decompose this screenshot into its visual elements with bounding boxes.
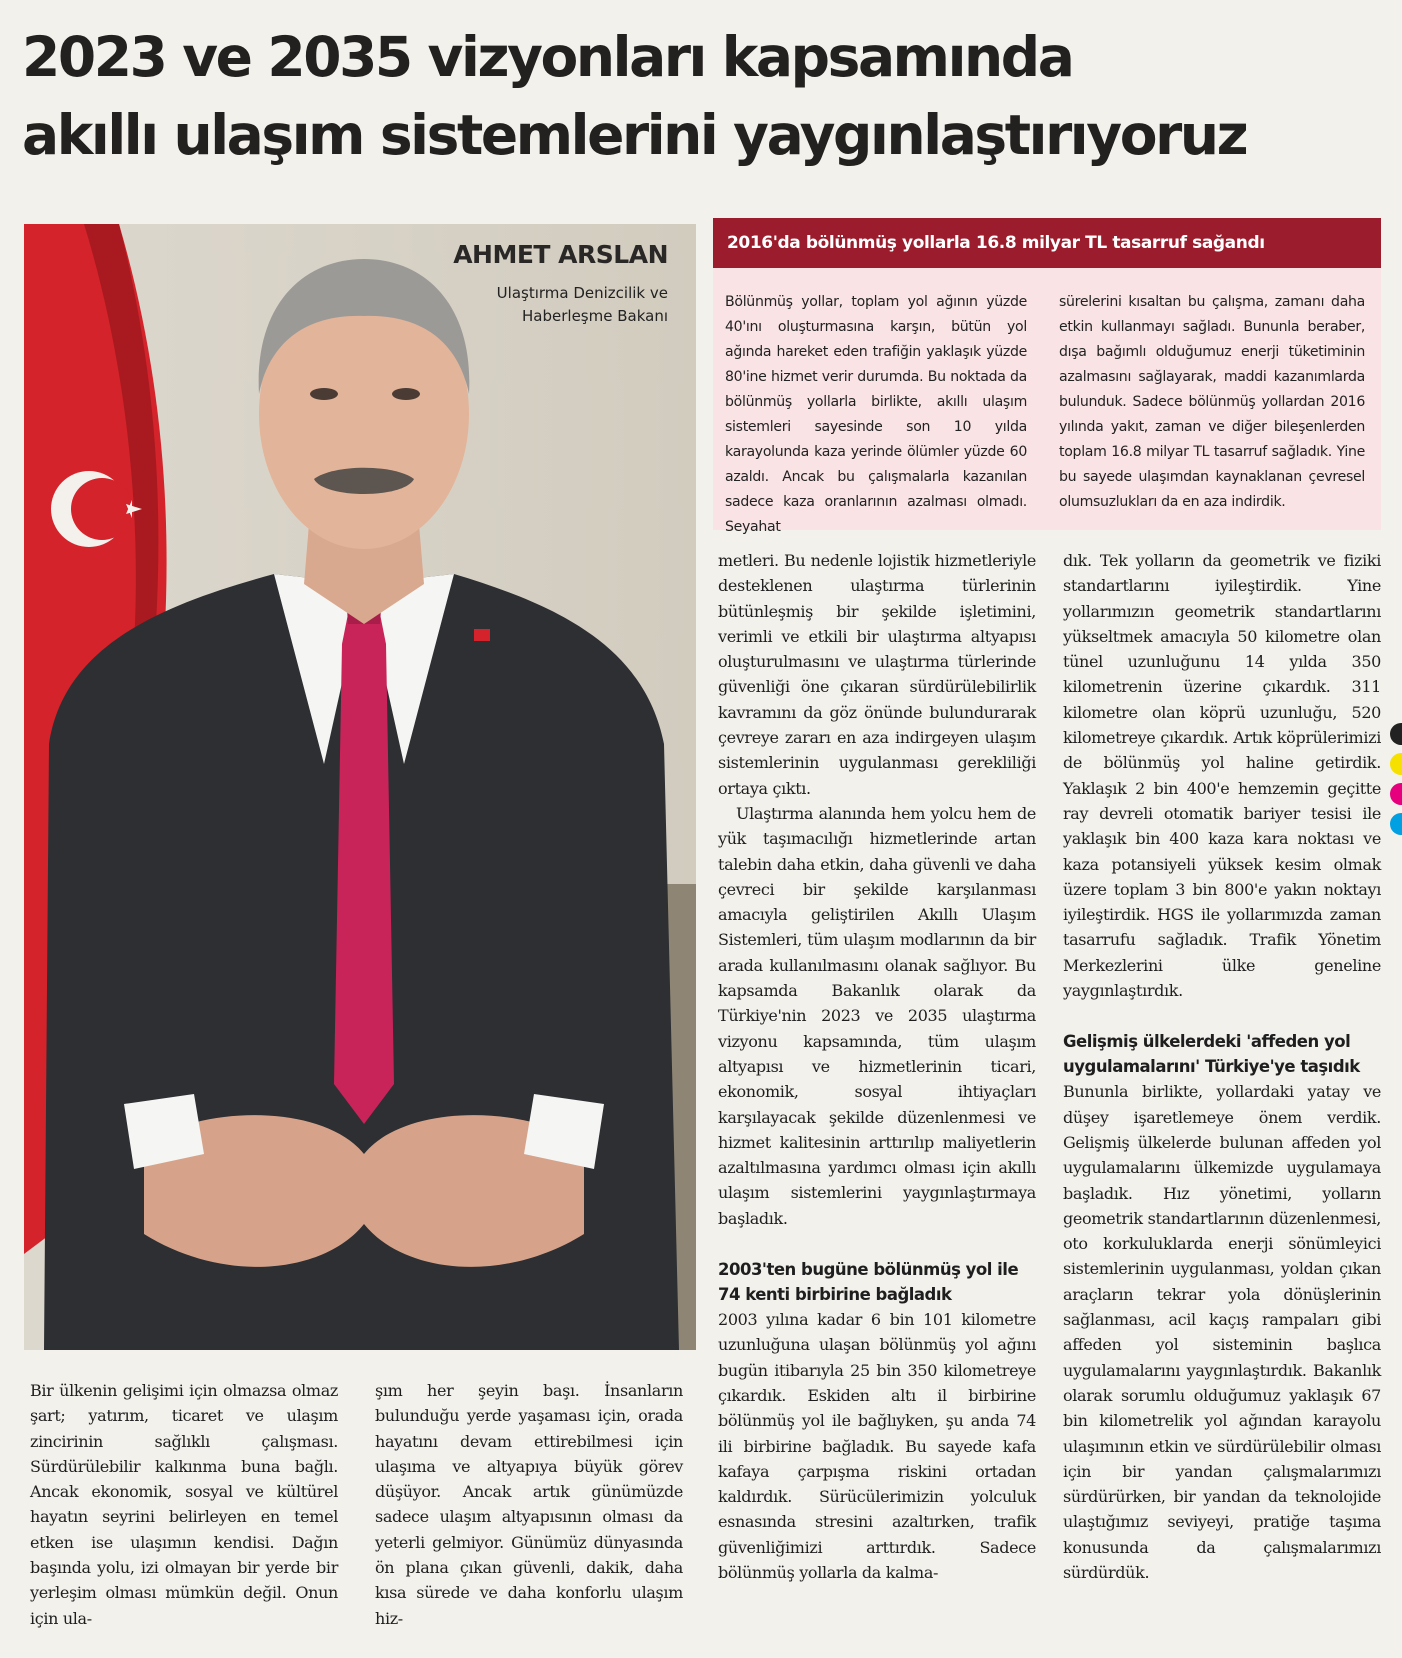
tie	[334, 609, 394, 1124]
headline	[22, 18, 1382, 174]
article-column-2	[375, 1378, 683, 1631]
print-registration-mark	[1390, 723, 1402, 745]
caption-name: AHMET ARSLAN	[453, 240, 668, 269]
highlight-box	[713, 218, 1381, 535]
article-column-4	[1063, 548, 1381, 1585]
subheading: 2003'ten bugüne bölünmüş yol ile 74 kenti birbirine bağladık	[718, 1260, 1019, 1305]
minister-photo	[24, 224, 696, 1350]
headline-line-1: 2023 ve 2035 vizyonları kapsamında	[22, 25, 1073, 89]
paragraph: Bununla birlikte, yollardaki yatay ve düşey işaretlemeye önem verdik. Gelişmiş ülkelerde bulunan affeden yol uygulamalarını ülkemizde uygulamaya başladık. Hız yönetimi, yolların geometrik standartlarının düzenlenmesi, oto korkuluklarda enerji sönümleyici sistemlerinin uygulanması, yoldan çıkan araçların tekrar yola dönüşlerinin sağlanması, acil kaçış rampaları gibi affeden yol sisteminin başlıca uygulamalarını yaygınlaştırdık. Bakanlık olarak sorumlu olduğumuz yaklaşık 67 bin kilometrelik yol ağından karayolu ulaşımının etkin ve sürdürülebilir olması için bir yandan çalışmalarımızı sürdürürken, bir yandan da teknolojide ulaştığımız seviyeyi, pratiğe taşıma konusunda da çalışmalarımızı sürdürdük.	[1063, 1082, 1381, 1582]
print-registration-mark	[1390, 753, 1402, 775]
paragraph: 2003 yılına kadar 6 bin 101 kilometre uzunluğuna ulaşan bölünmüş yol ağını bugün itibarıyla 25 bin 350 kilometreye çıkardık. Eskiden altı il birbirine bölünmüş yol ile bağlıyken, şu anda 74 ili birbirine bağladık. Bu sayede kafa kafaya çarpışma riskini ortadan kaldırdık. Sürücülerimizin yolculuk esnasında stresini azaltırken, trafik güvenliğimizi arttırdık. Sadece bölünmüş yollarla da kalma-	[718, 1310, 1036, 1582]
paragraph: Ulaştırma alanında hem yolcu hem de yük taşımacılığı hizmetlerinde artan talebin daha etkin, daha güvenli ve daha çevreci bir şekilde karşılanması amacıyla geliştirilen Akıllı Ulaşım Sistemleri, tüm ulaşım modlarının da bir arada kullanılmasını olanak sağlıyor. Bu kapsamda Bakanlık olarak da Türkiye'nin 2023 ve 2035 ulaştırma vizyonu kapsamında, tüm ulaşım altyapısı ve hizmetlerinin ticari, ekonomik, sosyal ihtiyaçları karşılayacak şekilde düzenlenmesi ve hizmet kalitesinin arttırılıp maliyetlerin azaltılmasına yardımcı olması için akıllı ulaşım sistemlerini yaygınlaştırmaya başladık.	[718, 803, 1036, 1228]
paragraph: metleri. Bu nedenle lojistik hizmetleriyle desteklenen ulaştırma türlerinin bütünleşmiş bir şekilde işletimini, verimli ve etkili bir ulaştırma altyapısı oluşturulmasını ve ulaştırma türlerinde güvenliği öne çıkaran sürdürülebilirlik kavramını da göz önünde bulundurarak çevreye zararı en aza indirgeyen ulaşım sistemlerinin uygulanması gerekliliği ortaya çıktı.	[718, 551, 1036, 798]
paragraph: Bir ülkenin gelişimi için olmazsa olmaz şart; yatırım, ticaret ve ulaşım zincirinin sağlıklı çalışması. Sürdürülebilir kalkınma buna bağlı. Ancak ekonomik, sosyal ve kültürel hayatın seyrini belirleyen en temel etken ise ulaşımın kendisi. Dağın başında yolu, izi olmayan bir yerde bir yerleşim olması mümkün değil. Onun için ula-	[30, 1381, 338, 1628]
highlight-box-column-1: Bölünmüş yollar, toplam yol ağının yüzde 40'ını oluşturmasına karşın, bütün yol ağında hareket eden trafiğin yaklaşık yüzde 80'ine hizmet verir durumda. Bu noktada da bölünmüş yollarla birlikte, akıllı ulaşım sistemleri sayesinde son 10 yılda karayolunda kaza yerinde ölümler yüzde 60 azaldı. Ancak bu çalışmalarla kazanılan sadece kaza oranlarının azalması olmadı. Seyahat	[725, 294, 1027, 535]
article-column-1	[30, 1378, 338, 1631]
highlight-box-title: 2016'da bölünmüş yollarla 16.8 milyar TL tasarruf sağandı	[713, 218, 1381, 268]
print-registration-mark	[1390, 813, 1402, 835]
subheading: Gelişmiş ülkelerdeki 'affeden yol uygulamalarını' Türkiye'ye taşıdık	[1063, 1032, 1360, 1077]
paragraph: şım her şeyin başı. İnsanların bulunduğu yerde yaşaması için, orada hayatını devam ettirebilmesi için ulaşıma ve altyapıya büyük görev düşüyor. Ancak artık günümüzde sadece ulaşım altyapısının olması da yeterli gelmiyor. Günümüz dünyasında ön plana çıkan güvenli, dakik, daha kısa sürede ve daha konforlu ulaşım hiz-	[375, 1381, 683, 1628]
headline-line-2: akıllı ulaşım sistemlerini yaygınlaştırıyoruz	[22, 103, 1247, 167]
article-column-3	[718, 548, 1036, 1585]
caption-title: Ulaştırma Denizcilik ve Haberleşme Bakanı	[496, 284, 668, 325]
portrait-illustration	[24, 224, 696, 1350]
print-registration-mark	[1390, 783, 1402, 805]
highlight-box-column-2: sürelerini kısaltan bu çalışma, zamanı daha etkin kullanmayı sağladı. Bununla beraber, dışa bağımlı olduğumuz enerji tüketiminin azalmasını sağlayarak, maddi kazanımlarda bulunduk. Sadece bölünmüş yollardan 2016 yılında yakıt, zaman ve diğer bileşenlerden toplam 16.8 milyar TL tasarruf sağladık. Yine bu sayede ulaşımdan kaynaklanan çevresel olumsuzlukları da en aza indirdik.	[1059, 294, 1365, 510]
paragraph: dık. Tek yolların da geometrik ve fiziki standartlarını iyileştirdik. Yine yollarımızın geometrik standartlarını yükseltmek amacıyla 50 kilometre olan tünel uzunluğunu 14 yılda 350 kilometrenin üzerine çıkardık. 311 kilometre olan köprü uzunluğu, 520 kilometreye çıkardık. Artık köprülerimizi de bölünmüş yol haline getirdik. Yaklaşık 2 bin 400'e hemzemin geçitte ray devreli otomatik bariyer tesisi ile yaklaşık bin 400 kaza kara noktası ve kaza potansiyeli yüksek kesim olmak üzere toplam 3 bin 800'e yakın noktayı iyileştirdik. HGS ile yollarımızda zaman tasarrufu sağladık. Trafik Yönetim Merkezlerini ülke geneline yaygınlaştırdık.	[1063, 551, 1381, 1001]
